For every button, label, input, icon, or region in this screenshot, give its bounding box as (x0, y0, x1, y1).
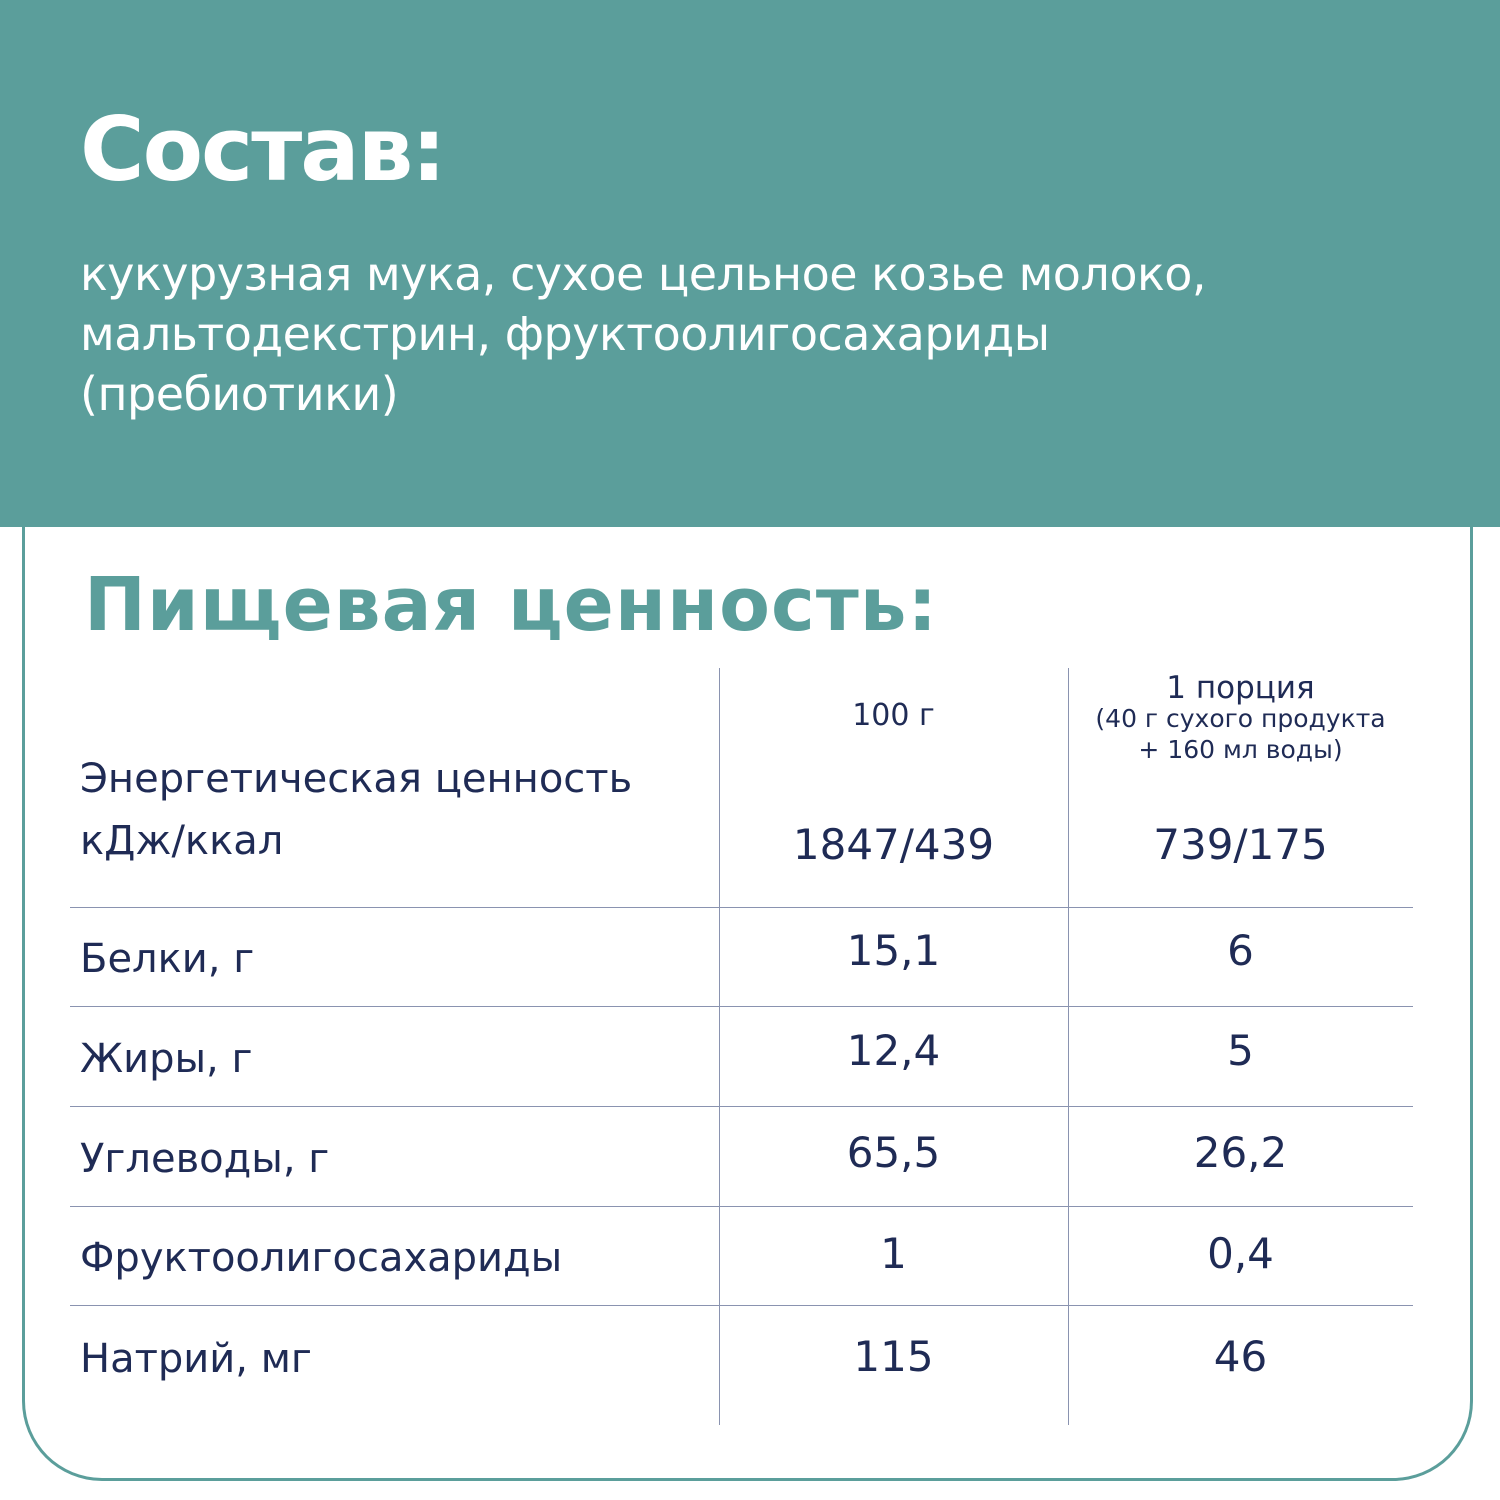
row-per100: 15,1 (846, 926, 941, 975)
row-divider (70, 1106, 1413, 1107)
row-per100: 115 (853, 1332, 934, 1381)
row-per100: 65,5 (846, 1128, 941, 1177)
energy-unit-label: кДж/ккал (80, 818, 284, 864)
composition-text (80, 244, 1430, 424)
row-label: Жиры, г (80, 1036, 253, 1082)
header-portion-title: 1 порция (1166, 670, 1315, 706)
row-label: Фруктоолигосахариды (80, 1235, 563, 1281)
energy-per100: 1847/439 (792, 820, 995, 869)
row-per100: 1 (880, 1229, 907, 1278)
row-divider (70, 1305, 1413, 1306)
header-portion-sub: + 160 мл воды) (1138, 735, 1343, 764)
row-label: Натрий, мг (80, 1336, 312, 1382)
energy-label: Энергетическая ценность (80, 756, 633, 802)
row-label: Углеводы, г (80, 1136, 330, 1182)
row-divider (70, 1206, 1413, 1207)
row-per100: 12,4 (846, 1026, 941, 1075)
header-per100: 100 г (852, 698, 935, 733)
composition-title: Состав: (80, 98, 445, 201)
header-portion-sub: (40 г сухого продукта (1095, 704, 1386, 733)
energy-portion: 739/175 (1153, 820, 1328, 869)
row-portion: 0,4 (1207, 1229, 1274, 1278)
row-portion: 26,2 (1193, 1128, 1288, 1177)
row-divider (70, 1006, 1413, 1007)
composition-line: (пребиотики) (80, 367, 399, 421)
composition-line: мальтодекстрин, фруктоолигосахариды (80, 307, 1050, 361)
composition-line: кукурузная мука, сухое цельное козье молоко, (80, 247, 1207, 301)
row-label: Белки, г (80, 936, 255, 982)
row-portion: 46 (1213, 1332, 1268, 1381)
nutrition-table (70, 668, 1413, 1425)
composition-section (0, 0, 1500, 527)
row-divider (70, 907, 1413, 908)
nutrition-title: Пищевая ценность: (84, 562, 939, 648)
row-portion: 6 (1227, 926, 1254, 975)
row-portion: 5 (1227, 1026, 1254, 1075)
